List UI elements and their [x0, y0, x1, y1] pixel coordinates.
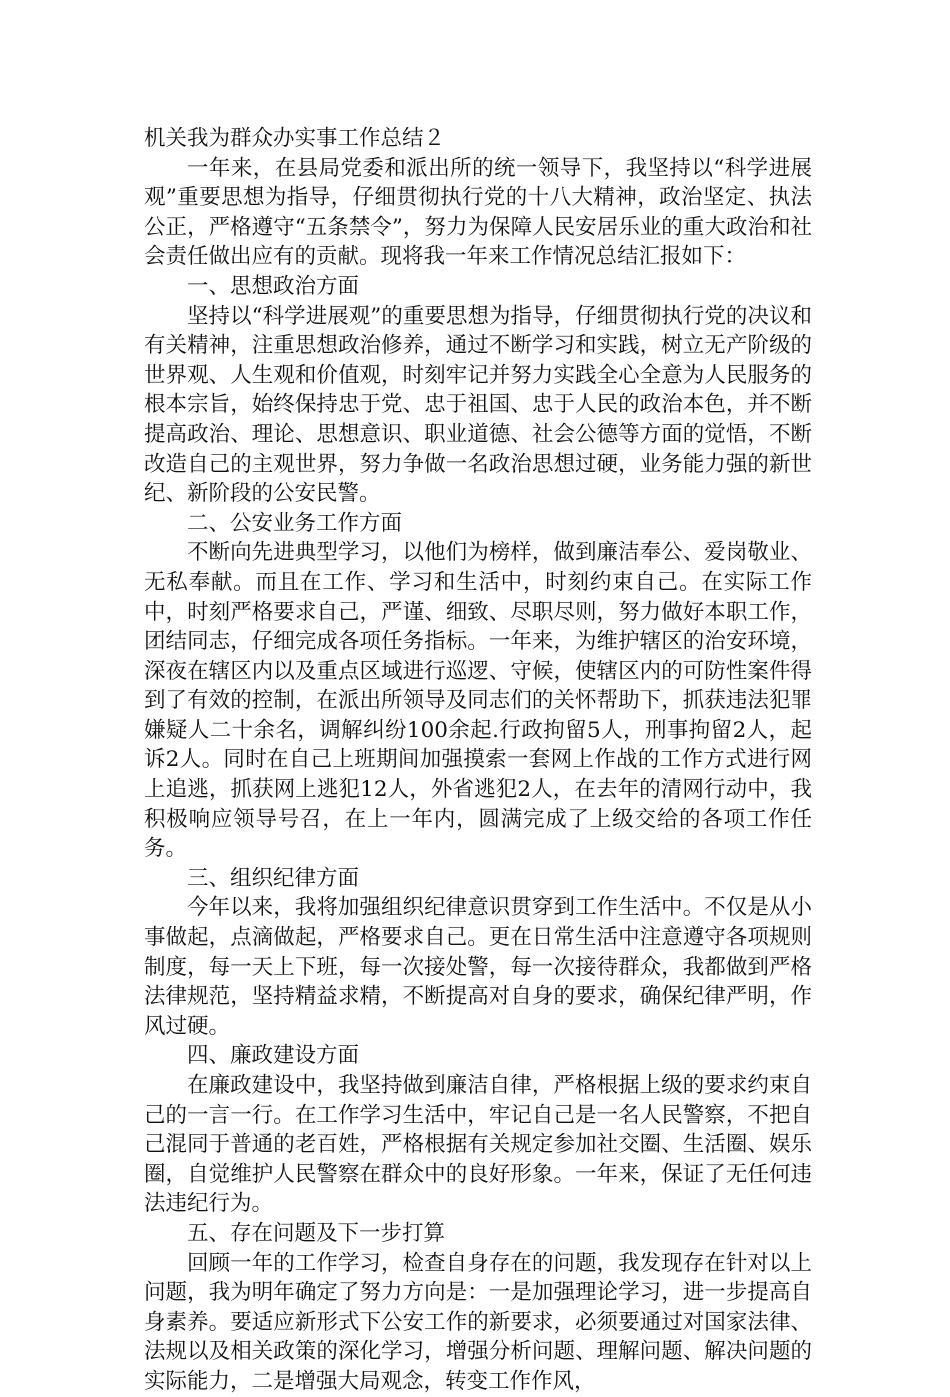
- section-heading-integrity: 四、廉政建设方面: [187, 1043, 360, 1069]
- section-heading-ideology: 一、思想政治方面: [187, 273, 360, 299]
- section-heading-problems-plans: 五、存在问题及下一步打算: [187, 1220, 446, 1246]
- intro-paragraph: 一年来，在县局党委和派出所的统一领导下，我坚持以“科学进展观”重要思想为指导，仔细贯彻执行党的十八大精神，政治坚定、执法公正，严格遵守“五条禁令”，努力为保障人民安居乐业的重大政治和社会责任做出应有的贡献。现将我一年来工作情况总结汇报如下：: [144, 155, 812, 270]
- section-body-problems-plans: 回顾一年的工作学习，检查自身存在的问题，我发现存在针对以上问题，我为明年确定了努力方向是：一是加强理论学习，进一步提高自身素养。要适应新形式下公安工作的新要求，必须要通过对国家法律、法规以及相关政策的深化学习，增强分析问题、理解问题、解决问题的实际能力，二是增强大局观念，转变工作作风，: [144, 1250, 812, 1394]
- section-heading-police-work: 二、公安业务工作方面: [187, 510, 403, 536]
- document-title: 机关我为群众办实事工作总结２: [144, 126, 446, 151]
- section-body-discipline: 今年以来，我将加强组织纪律意识贯穿到工作生活中。不仅是从小事做起，点滴做起，严格要求自己。更在日常生活中注意遵守各项规则制度，每一天上下班，每一次接处警，每一次接待群众，我都做到严格法律规范，坚持精益求精，不断提高对自身的要求，确保纪律严明，作风过硬。: [144, 895, 812, 1039]
- document-page: [144, 124, 812, 1397]
- section-body-police-work: 不断向先进典型学习，以他们为榜样，做到廉洁奉公、爱岗敬业、无私奉献。而且在工作、学习和生活中，时刻约束自己。在实际工作中，时刻严格要求自己，严谨、细致、尽职尽则，努力做好本职工作，团结同志，仔细完成各项任务指标。一年来，为维护辖区的治安环境，深夜在辖区内以及重点区域进行巡逻、守候，使辖区内的可防性案件得到了有效的控制，在派出所领导及同志们的关怀帮助下，抓获违法犯罪嫌疑人二十余名，调解纠纷100余起.行政拘留5人，刑事拘留2人，起诉2人。同时在自己上班期间加强摸索一套网上作战的工作方式进行网上追逃，抓获网上逃犯12人，外省逃犯2人，在去年的清网行动中，我积极响应领导号召，在上一年内，圆满完成了上级交给的各项工作任务。: [144, 540, 812, 862]
- section-body-integrity: 在廉政建设中，我坚持做到廉洁自律，严格根据上级的要求约束自己的一言一行。在工作学习生活中，牢记自己是一名人民警察，不把自己混同于普通的老百姓，严格根据有关规定参加社交圈、生活圈、娱乐圈，自觉维护人民警察在群众中的良好形象。一年来，保证了无任何违法违纪行为。: [144, 1073, 812, 1217]
- section-heading-discipline: 三、组织纪律方面: [187, 865, 360, 891]
- section-body-ideology: 坚持以“科学进展观”的重要思想为指导，仔细贯彻执行党的决议和有关精神，注重思想政治修养，通过不断学习和实践，树立无产阶级的世界观、人生观和价值观，时刻牢记并努力实践全心全意为人民服务的根本宗旨，始终保持忠于党、忠于祖国、忠于人民的政治本色，并不断提高政治、理论、思想意识、职业道德、社会公德等方面的觉悟，不断改造自己的主观世界，努力争做一名政治思想过硬，业务能力强的新世纪、新阶段的公安民警。: [144, 303, 812, 507]
